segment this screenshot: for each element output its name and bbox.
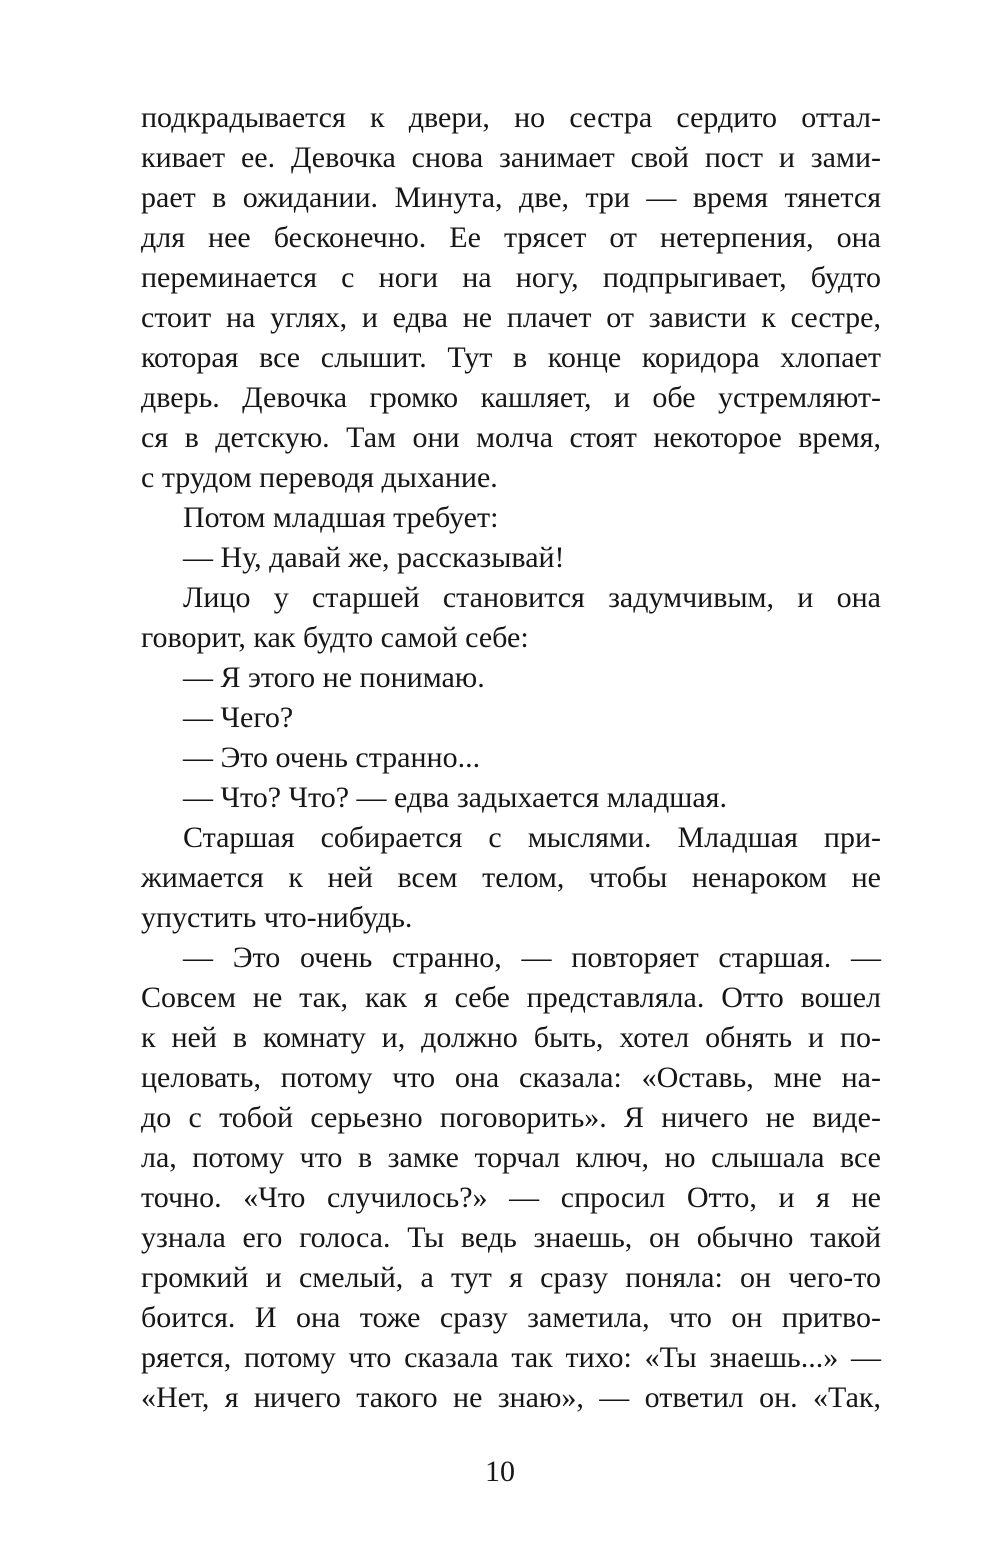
text-line: стоит на углях, и едва не плачет от зависти к сестре, xyxy=(141,301,881,334)
text-line: громкий и смелый, а тут я сразу поняла: он чего-то xyxy=(141,1261,881,1294)
text-line: с трудом переводя дыхание. xyxy=(141,461,498,494)
text-line: Потом младшая требует: xyxy=(183,501,499,534)
text-line: Лицо у старшей становится задумчивым, и она xyxy=(183,581,881,614)
text-line: до с тобой серьезно поговорить». Я ничего не виде- xyxy=(141,1101,881,1134)
text-line: ла, потому что в замке торчал ключ, но слышала все xyxy=(141,1141,881,1174)
text-line: дверь. Девочка громко кашляет, и обе устремляют- xyxy=(141,381,881,414)
text-line: Совсем не так, как я себе представляла. Отто вошел xyxy=(141,981,881,1014)
text-line: ряется, потому что сказала так тихо: «Ты знаешь...» — xyxy=(141,1341,881,1374)
page-number: 10 xyxy=(485,1455,515,1488)
text-line: «Нет, я ничего такого не знаю», — ответил он. «Так, xyxy=(141,1381,881,1414)
text-line: целовать, потому что она сказала: «Оставь, мне на- xyxy=(141,1061,881,1094)
text-line: ся в детскую. Там они молча стоят некоторое время, xyxy=(141,421,881,454)
text-line: говорит, как будто самой себе: xyxy=(141,621,529,654)
text-line: — Я этого не понимаю. xyxy=(183,661,485,694)
text-line: — Что? Что? — едва задыхается младшая. xyxy=(183,781,727,814)
text-line: — Ну, давай же, рассказывай! xyxy=(183,541,565,574)
text-line: Старшая собирается с мыслями. Младшая при- xyxy=(183,821,881,854)
text-line: для нее бесконечно. Ее трясет от нетерпения, она xyxy=(141,221,881,254)
text-line: к ней в комнату и, должно быть, хотел обнять и по- xyxy=(141,1021,881,1054)
text-line: жимается к ней всем телом, чтобы ненароком не xyxy=(141,861,881,894)
text-line: — Это очень странно... xyxy=(183,741,481,774)
text-line: узнала его голоса. Ты ведь знаешь, он обычно такой xyxy=(141,1221,881,1254)
text-line: — Чего? xyxy=(183,701,294,734)
text-line: — Это очень странно, — повторяет старшая. — xyxy=(183,941,881,974)
text-line: которая все слышит. Тут в конце коридора хлопает xyxy=(141,341,881,374)
text-line: переминается с ноги на ногу, подпрыгивает, будто xyxy=(141,261,881,294)
text-line: подкрадывается к двери, но сестра сердито оттал- xyxy=(141,101,881,134)
text-line: кивает ее. Девочка снова занимает свой пост и зами- xyxy=(141,141,881,174)
text-line: рает в ожидании. Минута, две, три — время тянется xyxy=(141,181,881,214)
text-line: боится. И она тоже сразу заметила, что он притво- xyxy=(141,1301,881,1334)
text-line: точно. «Что случилось?» — спросил Отто, и я не xyxy=(141,1181,881,1214)
body-text xyxy=(141,98,881,1418)
text-line: упустить что-нибудь. xyxy=(141,901,413,934)
